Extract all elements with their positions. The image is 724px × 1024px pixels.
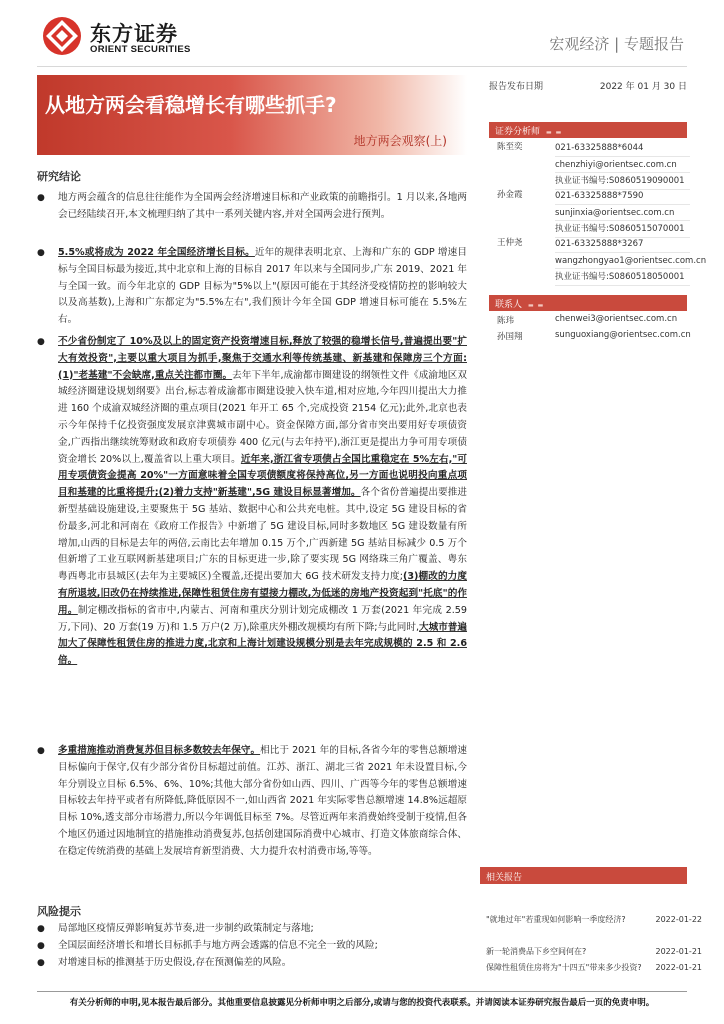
analyst-cert: 执业证书编号:S0860515070001 — [555, 221, 690, 238]
conclusion-paragraph-2: ● 5.5%或将成为 2022 年全国经济增长目标。近年的规律表明北京、上海和广东的 GDP 增速目标与全国目标最为接近,其中北京和上海的目标自 2017 年以来与全国同步,广东 2019、2021 年与全国一致。而今年北京的 GDP 目标为"5%以上"(原因可能在于其经济受疫情防控的影响较大以及高基数),上海和广东都定为"5.5%左右",我们预计今年全国 GDP 增速目标可能在 5.5%左右。 — [37, 247, 467, 326]
bullet-icon: ● — [37, 958, 45, 968]
related-report-2[interactable] — [486, 962, 716, 975]
report-type: 宏观经济 | 专题报告 — [549, 35, 684, 53]
bullet-icon: ● — [37, 941, 45, 951]
conclusion-paragraph-4: ● 多重措施推动消费复苏但目标多数较去年保守。相比于 2021 年的目标,各省今年的零售总额增速目标偏向于保守,仅有少部分省份目标超过前值。江苏、浙江、湖北三省 2021 年未设置目标,今年分别设立目标 6.5%、6%、10%;其他大部分省份如山西、四川、广西等今年的零售总额增速目标较去年持平或者有所降低,降低原因不一,如山西省 2021 年实际零售总额增速 14.8%远超原目标 10%,透支部分市场潜力,所以今年调低目标至 7%。尽管近两年来消费始终受制于疫情,但各个地区仍通过因地制宜的措施推动消费复苏,包括创建国际消费中心城市、打造文体旅商综合体、在稳定传统消费的基础上发展培育新型消费、大力提升农村消费市场,等等。 — [37, 745, 467, 857]
footer-divider — [37, 991, 687, 992]
highlight-text: 多重措施推动消费复苏但目标多数较去年保守。 — [58, 745, 261, 756]
highlight-text: 5.5%或将成为 2022 年全国经济增长目标。 — [58, 247, 255, 258]
disclaimer-footer: 有关分析师的申明,见本报告最后部分。其他重要信息披露见分析师申明之后部分,或请与您的投资代表联系。并请阅读本证券研究报告最后一页的免责申明。 — [69, 998, 655, 1008]
conclusion-paragraph-3: ● 不少省份制定了 10%及以上的固定资产投资增速目标,释放了较强的稳增长信号,普遍提出要"扩大有效投资",主要以重大项目为抓手,聚焦于交通水利等传统基建、新基建和保障房三个方面:(1)"老基建"不会缺席,重点关注都市圈。去年下半年,成渝都市圈建设的纲领性文件《成渝地区双城经济圈建设规划纲要》出台,标志着成渝都市圈建设驶入快车道,相对应地,今年四川提出大力推进 160 个成渝双城经济圈的重点项目(2021 年开工 65 个,完成投资 2154 亿元);此外,北京也表示今年保持千亿投资强度发展京津冀城市副中心。资金保障方面,部分省市突出要用好专项债资金,广西指出继续统筹财政和政府专项债券 400 亿元(与去年持平),浙江更是提出力争可用专项债资金增长 20%以上,覆盖省以上重大项目。近年来,浙江省专项债占全国比重稳定在 5%左右,"可用专项债资金提高 20%"一方面意味着全国专项债额度将保持高位,另一方面也说明投向重点项目和基建的比重将提升;(2)着力支持"新基建",5G 建设目标显著增加。各个省份普遍提出要推进新型基础设施建设,主要聚焦于 5G 基站、数据中心和公共充电桩。其中,设定 5G 建设目标的省份最多,河北和河南在《政府工作报告》中新增了 5G 建设目标,同时多数地区 5G 建设数量有所增加,山西的目标是去年的两倍,云南比去年增加 0.15 万个,广西新建 5G 基站目标减少 0.5 万个但新增了工业互联网新基建项目;广东的目标更进一步,除了要实现 5G 网络珠三角广覆盖、粤东粤西粤北市县城区(去年为主要城区)全覆盖,还提出要加大 6G 技术研发支持力度;(3)棚改的力度有所退坡,旧改仍在持续推进,保障性租赁住房有望接力棚改,为低迷的房地产投资起到"托底"的作用。制定棚改指标的省市中,内蒙古、河南和重庆分别计划完成棚改 1 万套(2021 年完成 2.59 万,下同)、20 万套(19 万)和 1.5 万户(2 万),除重庆外棚改规模均有所下降;与此同时,大城市普遍加大了保障性租赁住房的推进力度,北京和上海计划建设规模分别是去年完成规模的 2.5 和 2.6 倍。 — [37, 336, 468, 667]
related-report-date: 2022-01-22 — [655, 915, 702, 924]
contact-email[interactable]: chenwei3@orientsec.com.cn — [555, 314, 678, 324]
related-report-title[interactable]: 新一轮消费品下乡空间何在? — [486, 947, 587, 956]
analyst-email[interactable]: chenzhiyi@orientsec.com.cn — [555, 157, 690, 174]
analyst-name: 陈至奕 — [497, 142, 523, 152]
analyst-email[interactable]: wangzhongyao1@orientsec.com.cn — [555, 253, 690, 270]
risk-item-0: ● 局部地区疫情反弹影响复苏节奏,进一步制约政策制定与落地; — [37, 921, 467, 938]
publish-date-value: 2022 年 01 月 30 日 — [599, 82, 687, 92]
highlight-text: 不少省份制定了 10%及以上的固定资产投资增速目标,释放了较强的稳增长信号,普遍提出要"扩大有效投资",主要以重大项目为抓手,聚焦于交通水利等传统基建、新基建和保障房三个方面:(1)"老基建"不会缺席,重点关注都市圈。 — [58, 336, 467, 381]
bullet-icon: ● — [37, 248, 45, 258]
publish-date-label: 报告发布日期 — [489, 82, 544, 92]
contact-email[interactable]: sunguoxiang@orientsec.com.cn — [555, 330, 691, 340]
related-report-date: 2022-01-21 — [655, 963, 702, 972]
bullet-icon: ● — [37, 746, 45, 756]
related-report-date: 2022-01-21 — [655, 947, 702, 956]
contact-name: 孙国翔 — [497, 332, 523, 342]
analyst-cert: 执业证书编号:S0860518050001 — [555, 269, 690, 286]
analysts-heading: 证券分析师 ▬ ▬ — [489, 122, 687, 138]
analyst-name: 孙金霞 — [497, 190, 523, 200]
orient-logo-icon — [42, 16, 82, 56]
analyst-phone: 021-63325888*6044 — [555, 140, 690, 157]
logo-text-cn: 东方证券 — [90, 22, 178, 46]
bullet-icon: ● — [37, 337, 45, 347]
related-report-0[interactable] — [486, 914, 716, 927]
bullet-icon: ● — [37, 924, 45, 934]
analyst-cert: 执业证书编号:S0860519090001 — [555, 173, 690, 190]
contact-0 — [497, 314, 687, 330]
research-conclusion-title: 研究结论 — [37, 170, 81, 183]
report-subtitle: 地方两会观察(上) — [353, 134, 447, 148]
bullet-icon: ● — [37, 193, 45, 203]
risk-item-2: ● 对增速目标的推测基于历史假设,存在预测偏差的风险。 — [37, 955, 467, 972]
contact-1 — [497, 330, 691, 346]
related-report-title[interactable]: 保障性租赁住房将为"十四五"带来多少投资? — [486, 963, 642, 972]
header-divider — [37, 66, 687, 67]
contact-name: 陈玮 — [497, 316, 515, 326]
risk-item-1: ● 全国层面经济增长和增长目标抓手与地方两会透露的信息不完全一致的风险; — [37, 938, 467, 955]
related-reports-heading: 相关报告 — [480, 867, 687, 884]
analyst-name: 王仲尧 — [497, 238, 523, 248]
title-banner — [37, 75, 467, 155]
conclusion-paragraph-1: ● 地方两会蕴含的信息往往能作为全国两会经济增速目标和产业政策的前瞻指引。1 月以来,各地两会已经陆续召开,本文梳理归纳了其中一系列关键内容,并对全国两会进行预判。 — [37, 192, 467, 220]
analyst-phone: 021-63325888*3267 — [555, 236, 690, 253]
analyst-email[interactable]: sunjinxia@orientsec.com.cn — [555, 205, 690, 222]
related-report-1[interactable] — [486, 946, 716, 959]
highlight-text: 大城市普遍加大了保障性租赁住房的推进力度,北京和上海计划建设规模分别是去年完成规模的 2.5 和 2.6 倍。 — [58, 621, 468, 667]
publish-date-row — [489, 79, 687, 92]
report-title: 从地方两会看稳增长有哪些抓手? — [45, 93, 337, 117]
analyst-phone: 021-63325888*7590 — [555, 188, 690, 205]
logo-text-en: ORIENT SECURITIES — [90, 44, 191, 55]
related-report-title[interactable]: "就地过年"若重现如何影响一季度经济? — [486, 915, 626, 924]
contacts-heading: 联系人 ▬ ▬ — [489, 295, 687, 311]
highlight-text: (3)棚改的力度有所退坡,旧改仍在持续推进,保障性租赁住房有望接力棚改,为低迷的房地产投资起到"托底"的作用。 — [58, 571, 467, 616]
company-logo — [42, 16, 192, 58]
highlight-text: 近年来,浙江省专项债占全国比重稳定在 5%左右,"可用专项债资金提高 20%"一方面意味着全国专项债额度将保持高位,另一方面也说明投向重点项目和基建的比重将提升;(2)着力支持"新基建",5G 建设目标显著增加。 — [58, 453, 467, 499]
risk-title: 风险提示 — [37, 905, 81, 918]
